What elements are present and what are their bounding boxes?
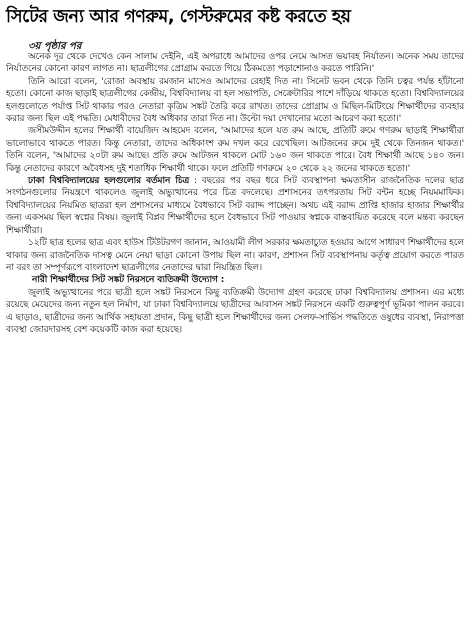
paragraph-2: তিনি আরো বলেন, 'রোজা অবস্থায় রমজান মাসেও আমাদের রেহাই দিত না। সিনেট ভবন থেকে তিনি চত্বর পর্যন্ত হাঁটানো হতো। কোনো কাজ ছাড়াই ছাত্রলীগের কেন্দ্রীয়, বিশ্ববিদ্যালয় বা হল সভাপতি, সেক্রেটারির পাশে দাঁড়িয়ে থাকতে হতো। বিশ্ববিদ্যালয়ের হলগুলোতে পর্যাপ্ত সিট থাকার পরও নেতারা কৃত্রিম সঙ্কট তৈরি করে রাখত। তাদের প্রোগ্রাম ও মিছিল-মিটিংয়ে শিক্ষার্থীদের ব্যবহার করার জন্য ছিল এই পদ্ধতি। মেধাবীদের বৈধ অধিকার তারা দিত না। উল্টো দয়া দেখানোর মতো আচরণ করা হতো।' [6, 76, 464, 125]
article-body [6, 51, 464, 336]
paragraph-1: অনেক দূর থেকে দেখেও কেন সালাম দেইনি, এই অপরাধে আমাদের ওপর নেমে আসত ভয়াবহ নির্যাতন। অনেক সময় তাদের নির্যাতনের কোনো কারণ লাগত না। ছাত্রলীগের প্রোগ্রাম করতে গিয়ে ঠিকমতো পড়াশোনাও করতে পারিনি।' [6, 52, 464, 75]
subhead-female-students: নারী শিক্ষার্থীদের সিট সঙ্কট নিরসনে ব্যতিক্রমী উদ্যোগ : [32, 275, 225, 286]
paragraph-3: জসীমউদ্দীন হলের শিক্ষার্থী বায়েজিদ আহমেদ বলেন, 'আমাদের হলে যত রুম আছে, প্রতিটি রুমে গণরুম ছাড়াই শিক্ষার্থীরা ভালোভাবে থাকতে পারত। কিন্তু নেতারা, তাদের অধিকাংশ রুম দখল করে রেখেছিল। আটজনের রুমে দুই থেকে তিনজন থাকত।' তিনি বলেন, 'আমাদের ২০টা রুম আছে। প্রতি রুমে আটজন থাকলে মোট ১৬০ জন থাকতে পারে। বৈধ শিক্ষার্থী আছে ১৪০ জন। কিন্তু নেতাদের কারণে অবৈধসহ দুই শতাধিক শিক্ষার্থী থাকে। ফলে প্রতিটি গণরুমে ২০ থেকে ২২ জনের থাকতে হতো।' [6, 126, 464, 174]
section-current-state-text: : বছরের পর বছর ধরে সিট ব্যবস্থাপনা ক্ষমতাসীন রাজনৈতিক দলের ছাত্র সংগঠনগুলোর নিয়ন্ত্রণে থাকলেও জুলাই অভ্যুত্থানের পরে চিত্র বদলেছে। প্রশাসনের তৎপরতায় সিট বন্টন হচ্ছে নিয়মমাফিক। বিশ্ববিদ্যালয়ের নিয়মিত ছাত্ররা হল প্রশাসনের মাধ্যমে বৈধভাবে সিট বরাদ্দ পাচ্ছেন। অথচ এই বরাদ্দ প্রাপ্তি হাজার হাজার শিক্ষার্থীর জন্য একসময় ছিল স্বপ্নের বিষয়। জুলাই বিপ্লব শিক্ষার্থীদের হলে বৈধভাবে সিট পাওয়ার স্বপ্নকে বাস্তবায়িত করেছে বলে মন্তব্য করছেন শিক্ষার্থীরা। [6, 176, 464, 236]
section-current-state [6, 175, 464, 237]
paragraph-female-students: জুলাই অভ্যুত্থানের পরে ছাত্রী হলে সঙ্কট নিরসনে কিছু ব্যতিক্রমী উদ্যোগ গ্রহণ করেছে ঢাকা বিশ্ববিদ্যালয় প্রশাসন। এর মধ্যে রয়েছে মেয়েদের জন্য নতুন হল নির্মাণ, যা ঢাকা বিশ্ববিদ্যালয়ে ছাত্রীদের আবাসন সঙ্কট নিরসনে একটি গুরুত্বপূর্ণ ভূমিকা পালন করবে। এ ছাড়াও, ছাত্রীদের জন্য আর্থিক সহায়তা প্রদান, কিছু ছাত্রী হলে শিক্ষার্থীদের জন্য সেলফ-সার্ভিস পদ্ধতিতে ওষুধের ব্যবস্থা, নিরাপত্তা ব্যবস্থা জোরদারসহ বেশ কয়েকটি কাজ করা হয়েছে। [6, 287, 464, 335]
subhead-current-state: ঢাকা বিশ্ববিদ্যালয়ের হলগুলোর বর্তমান চিত্র [28, 176, 190, 187]
paragraph-halls: ১২টি ছাত্র হলের ছাত্র এবং হাউস টিউটরগণ জানান, আওয়ামী লীগ সরকার ক্ষমতাচ্যুত হওয়ার আগে সাধারণ শিক্ষার্থীদের হলে থাকার জন্য রাজনৈতিক দাসত্ব মেনে নেয়া ছাড়া কোনো উপায় ছিল না। কারণ, প্রশাসন সিট ব্যবস্থাপনায় কর্তৃত্ব প্রয়োগ করতে পারত না বরং তা সম্পূর্ণরূপে বাংলাদেশ ছাত্রলীগের নেতাদের দ্বারা নিয়ন্ত্রিত ছিল। [6, 238, 464, 273]
headline: সিটের জন্য আর গণরুম, গেস্টরুমের কষ্ট করতে হয় [6, 7, 351, 27]
continued-from-label: ৩য় পৃষ্ঠার পর [28, 41, 82, 52]
